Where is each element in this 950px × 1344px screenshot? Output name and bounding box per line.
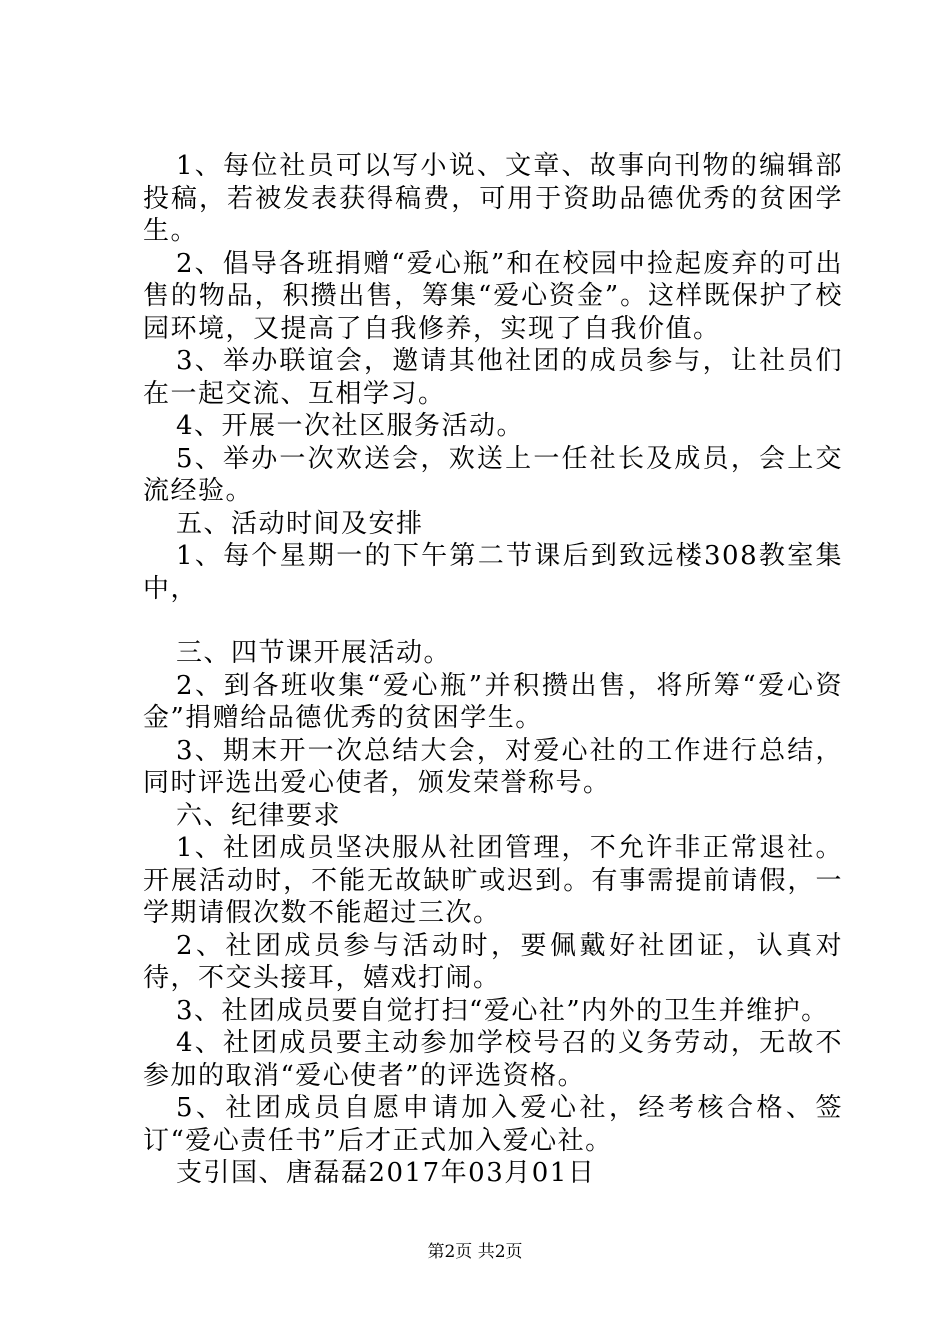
page-number-footer: 第2页 共2页: [427, 1242, 523, 1262]
paragraph-love-bottle: 2、倡导各班捐赠“爱心瓶”和在校园中捡起废弃的可出售的物品，积攒出售，筹集“爱心资金”。这样既保护了校园环境，又提高了自我修养，实现了自我价值。: [143, 248, 843, 344]
paragraph-submit-articles: 1、每位社员可以写小说、文章、故事向刊物的编辑部投稿，若被发表获得稿费，可用于资助品德优秀的贫困学生。: [143, 151, 843, 246]
paragraph-weekly-meeting: 1、每个星期一的下午第二节课后到致远楼308教室集中，: [143, 541, 843, 604]
paragraph-rule-badge: 2、社团成员参与活动时，要佩戴好社团证，认真对待，不交头接耳，嬉戏打闹。: [143, 930, 843, 993]
paragraph-rule-cleaning: 3、社团成员要自觉打扫“爱心社”内外的卫生并维护。: [176, 995, 829, 1026]
paragraph-collect-bottles: 2、到各班收集“爱心瓶”并积攒出售，将所筹“爱心资金”捐赠给品德优秀的贫困学生。: [143, 670, 843, 733]
paragraph-rule-labor: 4、社团成员要主动参加学校号召的义务劳动，无故不参加的取消“爱心使者”的评选资格。: [143, 1028, 843, 1091]
signature-date-line: 支引国、唐磊磊2017年03月01日: [176, 1158, 596, 1188]
paragraph-rule-join: 5、社团成员自愿申请加入爱心社，经考核合格、签订“爱心责任书”后才正式加入爱心社。: [143, 1093, 843, 1156]
paragraph-community-service: 4、开展一次社区服务活动。: [176, 411, 525, 441]
paragraph-farewell-party: 5、举办一次欢送会，欢送上一任社长及成员，会上交流经验。: [143, 443, 843, 506]
document-body: [143, 150, 843, 1190]
section-heading-schedule: 五、活动时间及安排: [176, 508, 424, 539]
paragraph-social-gathering: 3、举办联谊会，邀请其他社团的成员参与，让社员们在一起交流、互相学习。: [143, 346, 843, 409]
paragraph-summary-meeting: 3、期末开一次总结大会，对爱心社的工作进行总结，同时评选出爱心使者，颁发荣誉称号。: [143, 735, 843, 798]
paragraph-rule-obey: 1、社团成员坚决服从社团管理，不允许非正常退社。开展活动时，不能无故缺旷或迟到。有事需提前请假，一学期请假次数不能超过三次。: [143, 833, 843, 928]
paragraph-weekly-meeting-continued: 三、四节课开展活动。: [176, 638, 452, 668]
section-heading-discipline: 六、纪律要求: [176, 800, 342, 831]
